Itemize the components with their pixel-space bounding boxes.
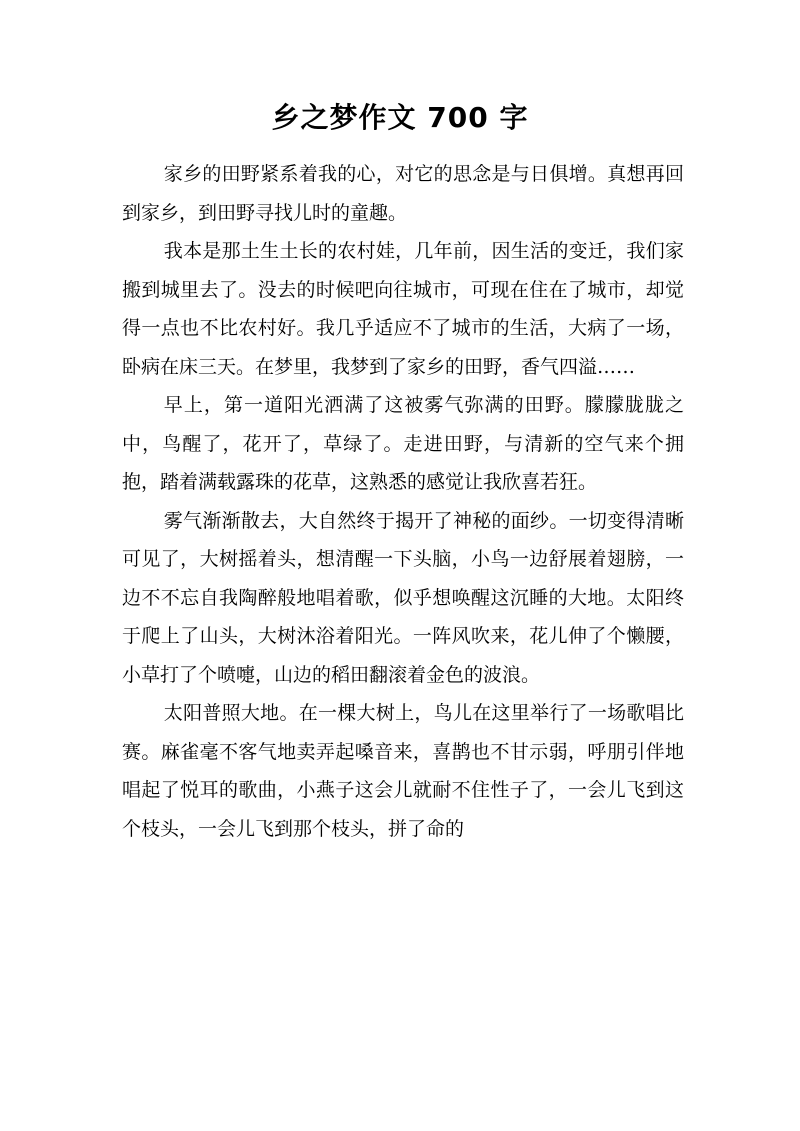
paragraph-2: 我本是那土生土长的农村娃，几年前，因生活的变迁，我们家搬到城里去了。没去的时候吧向往城市，可现在住在了城市，却觉得一点也不比农村好。我几乎适应不了城市的生活，大病了一场，卧病在床三天。在梦里，我梦到了家乡的田野，香气四溢…… [122, 240, 684, 378]
document-body [122, 155, 684, 848]
paragraph-4: 雾气渐渐散去，大自然终于揭开了神秘的面纱。一切变得清晰可见了，大树摇着头，想清醒一下头脑，小鸟一边舒展着翅膀，一边不不忘自我陶醉般地唱着歌，似乎想唤醒这沉睡的大地。太阳终于爬上了山头，大树沐浴着阳光。一阵风吹来，花儿伸了个懒腰，小草打了个喷嚏，山边的稻田翻滚着金色的波浪。 [122, 509, 684, 686]
paragraph-3: 早上，第一道阳光洒满了这被雾气弥满的田野。朦朦胧胧之中，鸟醒了，花开了，草绿了。走进田野，与清新的空气来个拥抱，踏着满载露珠的花草，这熟悉的感觉让我欣喜若狂。 [122, 394, 684, 493]
paragraph-1: 家乡的田野紧系着我的心，对它的思念是与日俱增。真想再回到家乡，到田野寻找儿时的童趣。 [122, 163, 684, 224]
paragraph-5: 太阳普照大地。在一棵大树上，鸟儿在这里举行了一场歌唱比赛。麻雀毫不客气地卖弄起嗓音来，喜鹊也不甘示弱，呼朋引伴地唱起了悦耳的歌曲，小燕子这会儿就耐不住性子了，一会儿飞到这个枝头，一会儿飞到那个枝头，拼了命的 [122, 702, 684, 840]
document-title: 乡之梦作文 700 字 [271, 101, 529, 134]
